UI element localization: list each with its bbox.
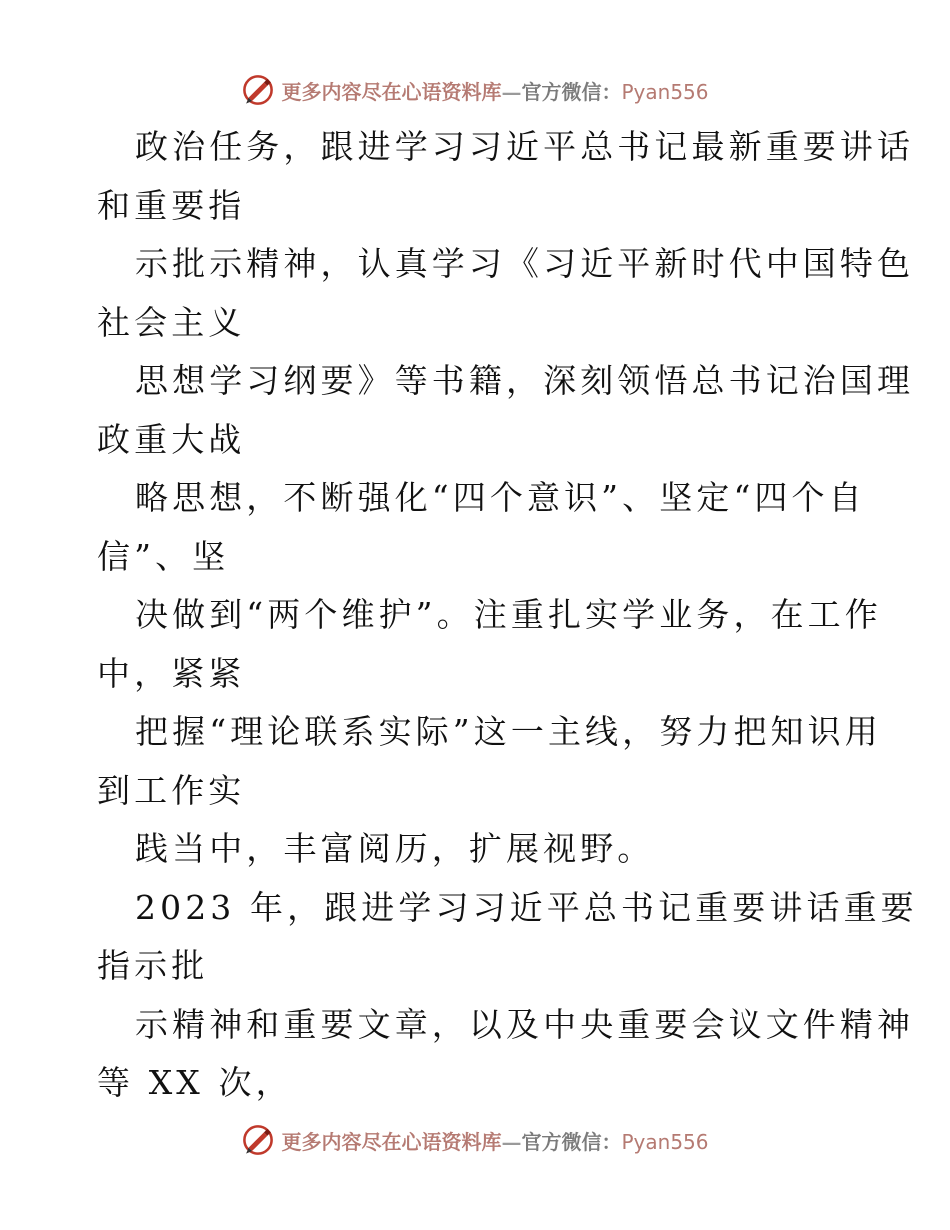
text-line: 政治任务，跟进学习习近平总书记最新重要讲话 xyxy=(135,127,915,166)
text-line: 指示批 xyxy=(97,946,209,985)
text-line: 2023 年，跟进学习习近平总书记重要讲话重要 xyxy=(135,887,918,927)
document-body xyxy=(97,118,918,1113)
banner-lead: 更多内容尽在心语资料库 xyxy=(281,1129,502,1154)
text-line: 到工作实 xyxy=(97,770,246,810)
pen-logo-icon xyxy=(241,73,275,107)
text-line: 践当中，丰富阅历，扩展视野。 xyxy=(135,829,655,868)
footer-watermark-banner xyxy=(0,1120,950,1160)
text-line: 思想学习纲要》等书籍，深刻领悟总书记治国理 xyxy=(135,361,915,400)
banner-wechat-id: Pyan556 xyxy=(621,79,709,104)
text-line: 示批示精神，认真学习《习近平新时代中国特色 xyxy=(135,244,915,283)
header-watermark-banner xyxy=(0,70,950,110)
text-line: 信”、坚 xyxy=(97,536,230,576)
banner-wechat-label: 官方微信： xyxy=(521,1129,622,1154)
banner-wechat-label: 官方微信： xyxy=(521,79,622,104)
text-line: 等 XX 次， xyxy=(97,1063,293,1102)
banner-text xyxy=(281,1126,708,1155)
text-line: 示精神和重要文章，以及中央重要会议文件精神 xyxy=(135,1004,915,1044)
text-line: 政重大战 xyxy=(97,419,246,459)
pen-logo-icon xyxy=(241,1123,275,1157)
banner-lead: 更多内容尽在心语资料库 xyxy=(281,79,502,104)
text-line: 把握“理论联系实际”这一主线，努力把知识用 xyxy=(135,712,882,751)
banner-dash: — xyxy=(501,79,522,104)
banner-text xyxy=(281,76,708,105)
text-line: 中，紧紧 xyxy=(97,653,246,693)
text-line: 社会主义 xyxy=(97,302,246,342)
text-line: 略思想，不断强化“四个意识”、坚定“四个自 xyxy=(135,478,866,517)
text-line: 决做到“两个维护”。注重扎实学业务，在工作 xyxy=(135,595,882,634)
banner-dash: — xyxy=(501,1129,522,1154)
banner-wechat-id: Pyan556 xyxy=(621,1129,709,1154)
text-line: 和重要指 xyxy=(97,185,246,225)
